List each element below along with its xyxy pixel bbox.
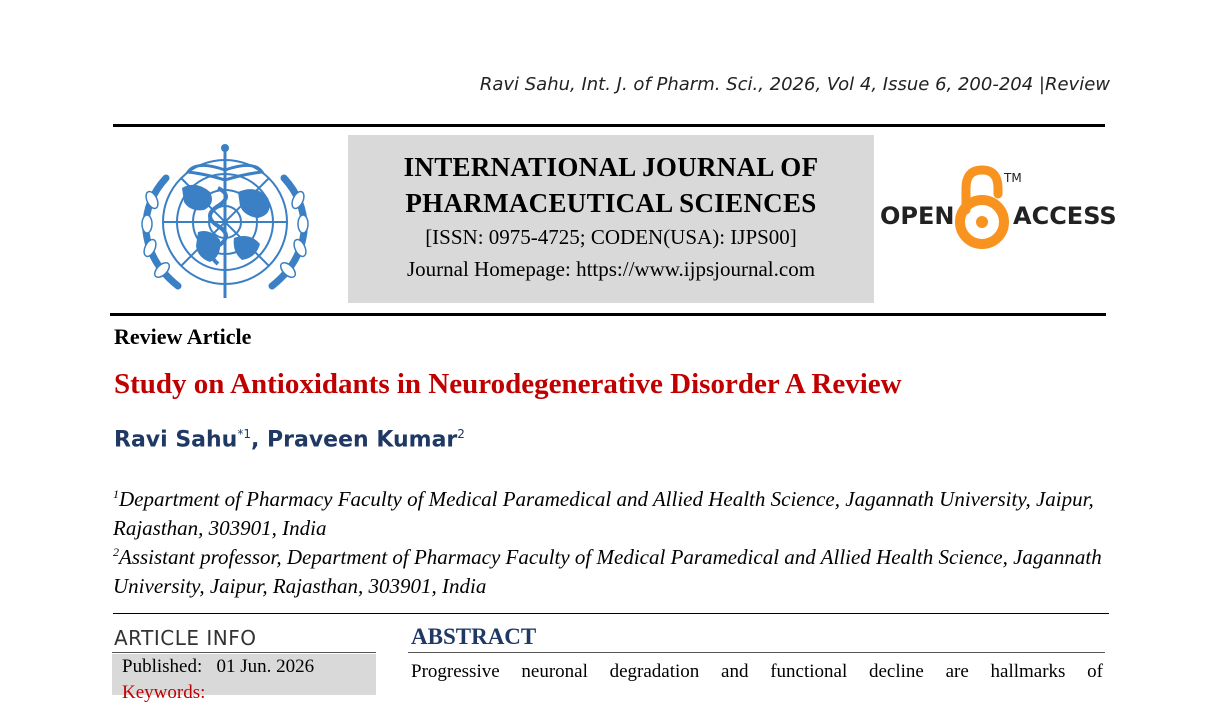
abstract-rule bbox=[408, 652, 1105, 653]
abstract-heading: ABSTRACT bbox=[411, 624, 537, 649]
article-info-rule bbox=[112, 652, 376, 653]
article-title: Study on Antioxidants in Neurodegenerative Disorder A Review bbox=[114, 368, 902, 400]
header-rule-bottom bbox=[110, 313, 1106, 316]
article-type: Review Article bbox=[114, 324, 252, 349]
author-affiliation-mark: *1 bbox=[237, 427, 251, 441]
open-lock-icon bbox=[960, 170, 1004, 244]
journal-emblem-icon bbox=[126, 140, 324, 305]
affiliation-2 bbox=[113, 538, 1103, 601]
journal-homepage: Journal Homepage: https://www.ijpsjournal.com bbox=[406, 257, 816, 281]
journal-title-line2: PHARMACEUTICAL SCIENCES bbox=[405, 188, 817, 218]
journal-banner bbox=[348, 135, 874, 303]
journal-citation: Ravi Sahu, Int. J. of Pharm. Sci., 2026, Vol 4, Issue 6, 200-204 |Review bbox=[479, 74, 1110, 95]
keywords-label: Keywords: bbox=[122, 682, 206, 703]
published-label: Published: bbox=[122, 656, 203, 677]
affiliation-text: Assistant professor, Department of Pharmacy Faculty of Medical Paramedical and Allied Health Science, Jagannath University, Jaipur, Rajasthan, 303901, India bbox=[113, 545, 1102, 598]
open-access-logo bbox=[880, 164, 1117, 252]
affiliation-number: 2 bbox=[113, 545, 119, 559]
abstract-text: Progressive neuronal degradation and functional decline are hallmarks of bbox=[411, 661, 1103, 682]
open-access-tm: TM bbox=[1004, 171, 1022, 185]
journal-issn: [ISSN: 0975-4725; CODEN(USA): IJPS00] bbox=[425, 225, 797, 249]
header-rule-top bbox=[113, 124, 1105, 127]
published-row bbox=[122, 656, 314, 678]
journal-title-line1: INTERNATIONAL JOURNAL OF bbox=[403, 152, 819, 182]
published-date: 01 Jun. 2026 bbox=[216, 656, 315, 677]
section-divider bbox=[113, 613, 1109, 614]
affiliation-text: Department of Pharmacy Faculty of Medical Paramedical and Allied Health Science, Jagannath University, Jaipur, Rajasthan, 303901, India bbox=[113, 487, 1094, 540]
author-affiliation-mark: 2 bbox=[457, 427, 465, 441]
author-name[interactable]: Ravi Sahu bbox=[114, 427, 238, 453]
author-name[interactable]: Praveen Kumar bbox=[267, 427, 458, 453]
article-info-heading: ARTICLE INFO bbox=[114, 626, 257, 650]
open-access-word-access: ACCESS bbox=[1013, 202, 1117, 230]
author-list bbox=[114, 427, 465, 452]
affiliation-1 bbox=[113, 480, 1103, 543]
open-access-word-open: OPEN bbox=[880, 202, 955, 230]
affiliation-number: 1 bbox=[113, 487, 119, 501]
author-separator: , bbox=[250, 427, 268, 453]
